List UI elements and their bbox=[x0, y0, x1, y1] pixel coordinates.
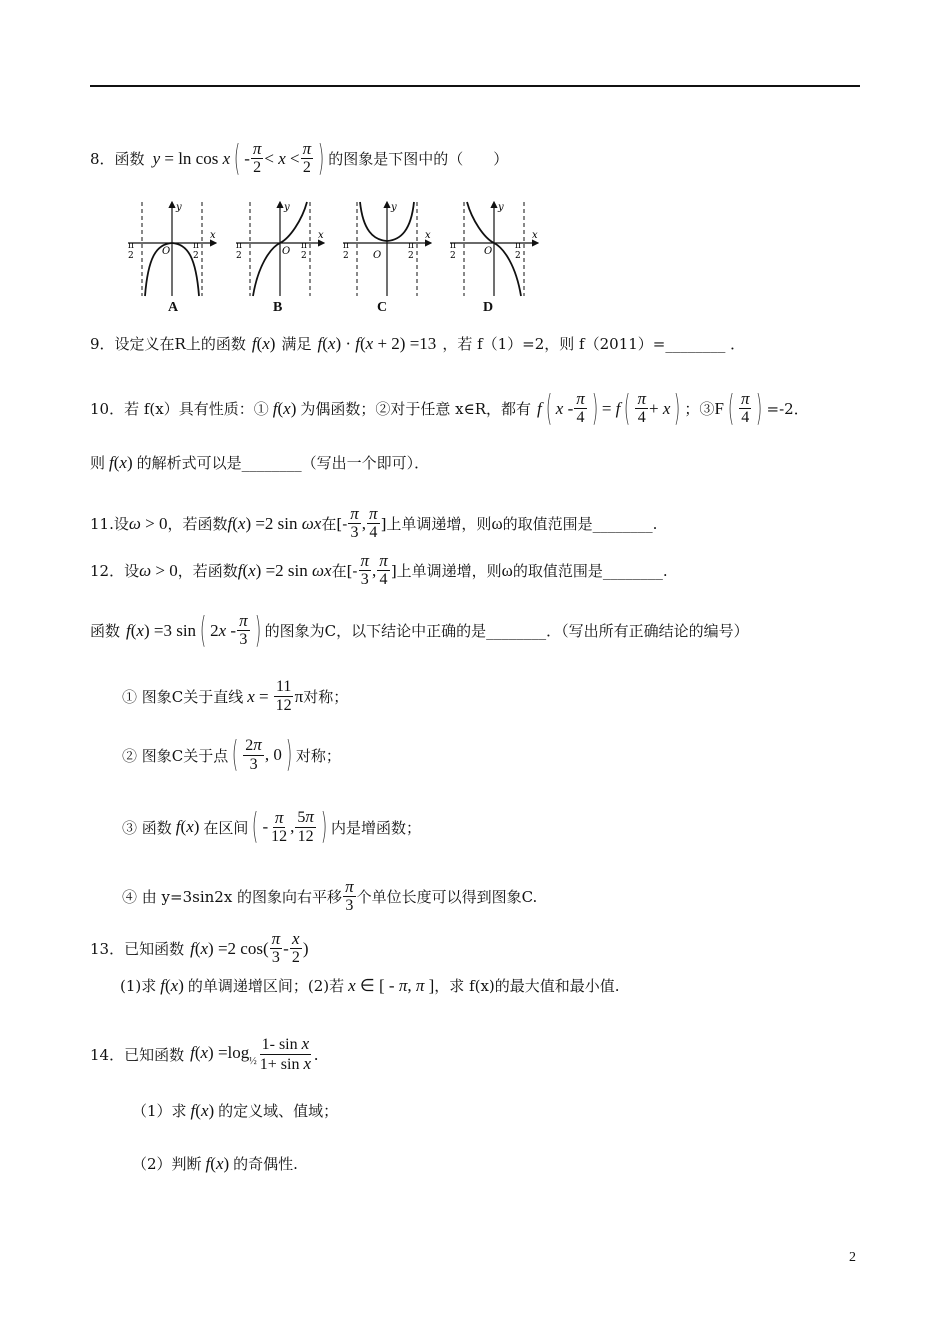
svg-text:π: π bbox=[193, 241, 199, 251]
svg-text:x: x bbox=[210, 230, 216, 241]
q12b-statement-3: ③ 函数 f(x) 在区间 ( - $\frac{\pi}{12}$ , $\frac{5\pi}{12}$ ) 内是增函数； bbox=[122, 806, 421, 847]
graph-d bbox=[450, 202, 538, 296]
question-14-sub1: （1）求 f(x) 的定义域、值域； bbox=[132, 1100, 339, 1120]
question-13-sub: (1)求 f(x) 的单调递增区间；(2)若 x ∈ [ - π, π ] ，求 f(x)的最大值和最小值. bbox=[120, 975, 620, 995]
question-12b: 函数 f(x) =3 sin ( 2x - $\frac{\pi}{3}$ ) 的图象为C，以下结论中正确的是________．（写出所有正确结论的编号） bbox=[90, 609, 749, 651]
svg-text:π: π bbox=[515, 241, 521, 251]
svg-text:O: O bbox=[484, 246, 493, 257]
q12b-statement-4: ④ 由 y=3sin2x 的图象向右平移 $\frac{\pi}{3}$ 个单位长度可以得到图象C. bbox=[122, 877, 538, 914]
q13-sub1: (1)求 bbox=[120, 977, 157, 995]
q13-text1: 13．已知函数 bbox=[90, 940, 185, 958]
question-14: 14．已知函数 $f(x) =\log_{\frac{1}{2}}$ $\frac{\text{1- sin x}}{\text{1+ sin x}}$ . bbox=[90, 1034, 319, 1073]
question-13: 13．已知函数 f(x) =2 cos( $\frac{\pi}{3}$ - $\frac{x}{2}$ ) bbox=[90, 929, 309, 966]
q14-sub2b: 的奇偶性. bbox=[233, 1155, 298, 1173]
svg-text:O: O bbox=[282, 246, 291, 257]
q9-text3: ，若 f（1）=2，则 f（2011）=________ ． bbox=[442, 335, 746, 353]
q11-text1: 11.设 bbox=[90, 515, 129, 533]
q8-post: 的图象是下图中的（ ） bbox=[328, 150, 509, 168]
q8-formula: y = ln cos x bbox=[152, 148, 231, 168]
svg-text:y: y bbox=[391, 202, 397, 213]
q12b-text1: 函数 bbox=[90, 622, 121, 640]
question-14-sub2: （2）判断 f(x) 的奇偶性. bbox=[132, 1153, 298, 1173]
q12-text3: 在[- bbox=[331, 562, 358, 580]
svg-text:O: O bbox=[162, 246, 171, 257]
page-number: 2 bbox=[849, 1250, 856, 1265]
svg-text:2: 2 bbox=[450, 251, 456, 261]
svg-text:π: π bbox=[128, 241, 134, 251]
svg-text:O: O bbox=[373, 250, 382, 261]
q11-text2: ，若函数 bbox=[167, 515, 228, 533]
svg-text:y: y bbox=[176, 202, 182, 213]
svg-text:2: 2 bbox=[128, 251, 134, 261]
svg-text:2: 2 bbox=[408, 251, 414, 261]
q12-text2: ，若函数 bbox=[177, 562, 238, 580]
svg-text:2: 2 bbox=[515, 251, 521, 261]
q14-sub2a: （2）判断 bbox=[132, 1155, 202, 1173]
q10-text3: ；③ bbox=[684, 400, 715, 418]
svg-text:2: 2 bbox=[301, 251, 307, 261]
q9-text2: 满足 bbox=[281, 335, 312, 353]
q11-text3: 在[- bbox=[321, 515, 348, 533]
q12b-statement-1: ① 图象C关于直线 x = $\frac{11}{12}$ π 对称； bbox=[122, 678, 349, 714]
svg-text:x: x bbox=[425, 230, 431, 241]
q10-line2b: 的解析式可以是________（写出一个即可）． bbox=[136, 454, 430, 472]
svg-text:π: π bbox=[236, 241, 242, 251]
q14-sub1a: （1）求 bbox=[132, 1102, 187, 1120]
graph-b bbox=[236, 202, 324, 296]
graph-a bbox=[128, 202, 216, 296]
q10-line2a: 则 bbox=[90, 454, 106, 472]
svg-text:y: y bbox=[498, 202, 504, 213]
q12-text5: 的取值范围是________. bbox=[512, 562, 668, 580]
svg-text:2: 2 bbox=[343, 251, 349, 261]
q12b-statement-2: ② 图象C关于点 ( $\frac{2\pi}{3}$ , 0 ) 对称； bbox=[122, 734, 341, 775]
question-10: 10．若 f(x）具有性质：① f(x) 为偶函数；②对于任意 x∈R，都有 f ( x - $\frac{\pi}{4}$ ) = f ( $\frac{\pi}{4}$ + x ) ；③ F ( $\frac{\pi}{4}$ ) =-2． bbox=[90, 387, 809, 429]
question-9: 9．设定义在R上的函数 f(x) 满足 f(x) · f(x + 2) =13 ，若 f（1）=2，则 f（2011）=________ ． bbox=[90, 333, 746, 353]
svg-text:x: x bbox=[532, 230, 538, 241]
question-11: 11.设 ω > 0 ，若函数 f(x) =2 sin ωx 在[- $\frac{\pi}{3}$ , $\frac{\pi}{4}$ ]上单调递增，则 ω 的取值范围是________. bbox=[90, 504, 658, 541]
q10-text2: 为偶函数；②对于任意 x∈R，都有 bbox=[300, 400, 531, 418]
svg-text:x: x bbox=[318, 230, 324, 241]
svg-text:π: π bbox=[450, 241, 456, 251]
q13-sub2: 的单调递增区间；(2)若 bbox=[187, 977, 345, 995]
q12-text4: ]上单调递增，则 bbox=[390, 562, 502, 580]
q11-text4: ]上单调递增，则 bbox=[380, 515, 492, 533]
q12b-s2a: ② 图象C关于点 bbox=[122, 746, 229, 765]
q8-number: 8． bbox=[90, 150, 115, 168]
q14-sub1b: 的定义域、值域； bbox=[218, 1102, 339, 1120]
q11-text5: 的取值范围是________. bbox=[502, 515, 658, 533]
q12b-s4b: 个单位长度可以得到图象C. bbox=[356, 888, 538, 906]
svg-text:2: 2 bbox=[193, 251, 199, 261]
q14-text1: 14．已知函数 bbox=[90, 1046, 185, 1064]
q12b-text2: 的图象为C，以下结论中正确的是________．（写出所有正确结论的编号） bbox=[264, 622, 749, 640]
q12-text1: 12．设 bbox=[90, 562, 140, 580]
q12b-s3b: 在区间 bbox=[203, 818, 249, 837]
svg-text:π: π bbox=[408, 241, 414, 251]
q9-text1: 9．设定义在R上的函数 bbox=[90, 335, 246, 353]
q10-text4: =-2． bbox=[766, 400, 809, 418]
q8-pre: 函数 bbox=[114, 150, 145, 168]
svg-text:2: 2 bbox=[236, 251, 242, 261]
q12b-s1b: 对称； bbox=[303, 688, 349, 706]
q13-sub3: ，求 f(x)的最大值和最小值. bbox=[434, 977, 620, 995]
q12b-s3a: ③ 函数 bbox=[122, 818, 172, 837]
option-c-label: C bbox=[377, 300, 388, 315]
svg-text:π: π bbox=[301, 241, 307, 251]
q12b-s4a: ④ 由 y=3sin2x 的图象向右平移 bbox=[122, 888, 343, 906]
svg-text:y: y bbox=[284, 202, 290, 213]
svg-text:π: π bbox=[343, 241, 349, 251]
header-rule bbox=[90, 85, 860, 87]
option-b-label: B bbox=[273, 300, 283, 315]
question-12: 12．设 ω > 0 ，若函数 f(x) =2 sin ωx 在[- $\frac{\pi}{3}$ , $\frac{\pi}{4}$ ]上单调递增，则 ω 的取值范围是________. bbox=[90, 551, 668, 588]
q12b-s2b: 对称； bbox=[295, 746, 341, 765]
graph-c bbox=[343, 202, 431, 296]
question-10-line2: 则 f(x) 的解析式可以是________（写出一个即可）． bbox=[90, 452, 430, 472]
option-a-label: A bbox=[168, 300, 179, 315]
question-8: 8． 函数 y = ln cos x ( - $\frac{\pi}{2}$ < x < $\frac{\pi}{2}$ ) 的图象是下图中的（ ） bbox=[90, 137, 509, 179]
q12b-s1a: ① 图象C关于直线 bbox=[122, 688, 244, 706]
q10-text1: 10．若 f(x）具有性质：① bbox=[90, 400, 269, 418]
option-d-label: D bbox=[483, 300, 494, 315]
q12b-s3c: 内是增函数； bbox=[330, 818, 421, 837]
